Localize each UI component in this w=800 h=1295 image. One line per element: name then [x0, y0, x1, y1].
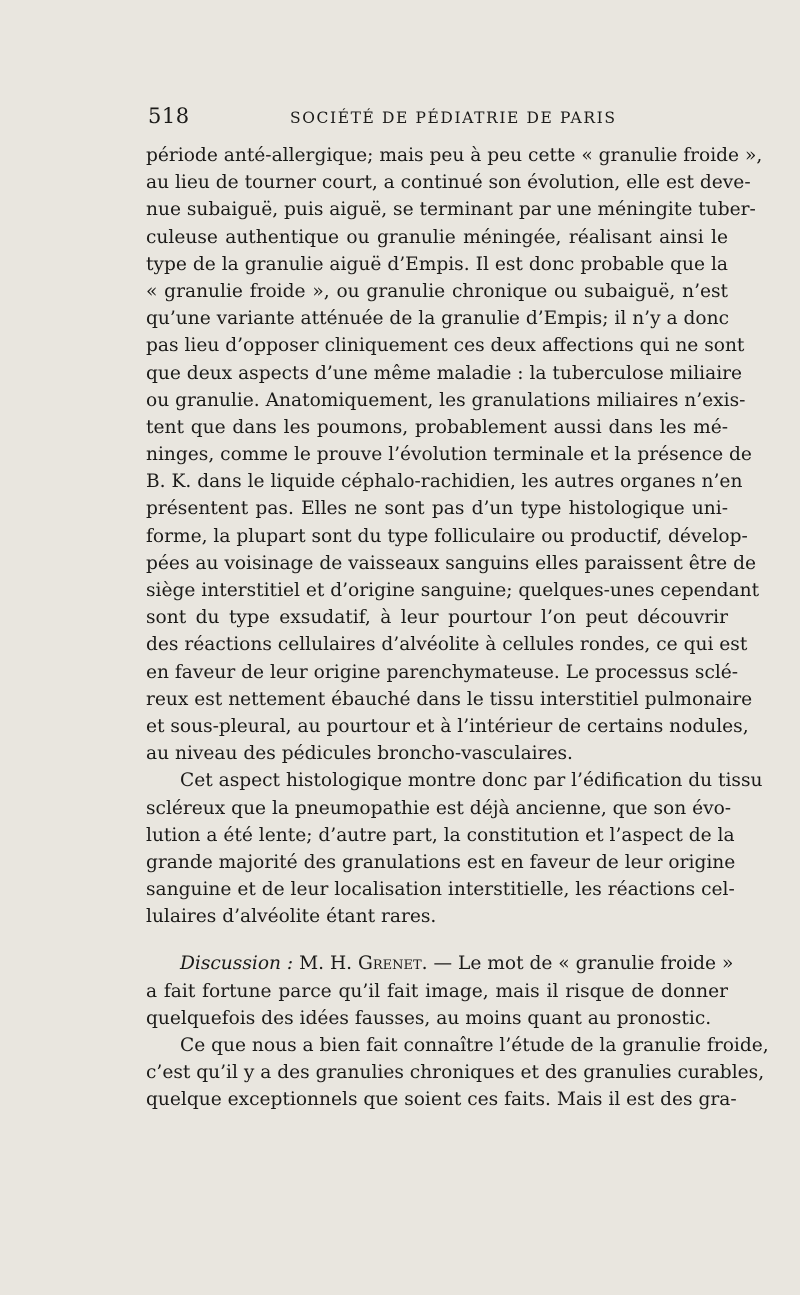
text-line: pas lieu d’opposer cliniquement ces deux affections qui ne sont — [146, 335, 745, 357]
text-line: en faveur de leur origine parenchymateuse. Le processus sclé- — [146, 661, 739, 683]
page-header — [148, 104, 728, 132]
text-line: présentent pas. Elles ne sont pas d’un type histologique uni- — [146, 498, 728, 520]
text-line: culeuse authentique ou granulie méningée, réalisant ainsi le — [146, 226, 728, 248]
page-number: 518 — [148, 104, 190, 128]
text-line: siège interstitiel et d’origine sanguine; quelques-unes cependant — [146, 580, 760, 601]
text-line: ou granulie. Anatomiquement, les granulations miliaires n’exis- — [146, 389, 746, 411]
discussion-lines — [146, 978, 728, 1032]
text-line: Ce que nous a bien fait connaître l’étude de la granulie froide, — [180, 1035, 769, 1056]
text-line: ninges, comme le prouve l’évolution terminale et la présence de — [146, 444, 752, 466]
speaker-prefix: M. H. — [299, 953, 353, 975]
text-line: période anté-allergique; mais peu à peu cette « granulie froide », — [146, 145, 763, 166]
discussion-label: Discussion : — [180, 953, 294, 975]
paragraph-4 — [146, 1032, 769, 1114]
text-line: sont du type exsudatif, à leur pourtour l’on peut découvrir — [146, 607, 728, 629]
text-line: Cet aspect histologique montre donc par l’édification du tissu — [180, 770, 763, 792]
text-line: tent que dans les poumons, probablement aussi dans les mé- — [146, 416, 728, 438]
text-line: des réactions cellulaires d’alvéolite à cellules rondes, ce qui est — [146, 634, 748, 656]
text-line: nue subaiguë, puis aiguë, se terminant par une méningite tuber- — [146, 199, 756, 221]
text-line: qu’une variante atténuée de la granulie d’Empis; il n’y a donc — [146, 308, 729, 330]
text-line: lution a été lente; d’autre part, la constitution et l’aspect de la — [146, 824, 735, 846]
text-line: type de la granulie aiguë d’Empis. Il est donc probable que la — [146, 253, 728, 275]
text-line: « granulie froide », ou granulie chronique ou subaiguë, n’est — [146, 280, 728, 302]
text-line: que deux aspects d’une même maladie : la tuberculose miliaire — [146, 362, 743, 384]
text-line: grande majorité des granulations est en faveur de leur origine — [146, 851, 736, 873]
body-text — [146, 142, 769, 1114]
text-line: au lieu de tourner court, a continué son évolution, elle est deve- — [146, 172, 751, 194]
text-line: c’est qu’il y a des granulies chroniques et des granulies curables, — [146, 1062, 765, 1084]
text-line: pées au voisinage de vaisseaux sanguins elles paraissent être de — [146, 552, 756, 574]
running-title: SOCIÉTÉ DE PÉDIATRIE DE PARIS — [290, 109, 617, 127]
text-line: scléreux que la pneumopathie est déjà ancienne, que son évo- — [146, 797, 732, 819]
text-line: reux est nettement ébauché dans le tissu interstitiel pulmonaire — [146, 688, 753, 710]
text-line: lulaires d’alvéolite étant rares. — [146, 906, 437, 928]
paragraph-2 — [146, 767, 763, 930]
speaker-name: Grenet. — [358, 953, 428, 975]
text-line: quelque exceptionnels que soient ces faits. Mais il est des gra- — [146, 1089, 737, 1111]
text-line: B. K. dans le liquide céphalo-rachidien, les autres organes n’en — [146, 471, 743, 493]
paragraph-gap — [146, 930, 728, 950]
paragraph-1 — [146, 142, 763, 767]
text-line: sanguine et de leur localisation interstitielle, les réactions cel- — [146, 879, 735, 901]
text-line: forme, la plupart sont du type folliculaire ou productif, dévelop- — [146, 525, 748, 547]
text-line: et sous-pleural, au pourtour et à l’intérieur de certains nodules, — [146, 715, 749, 737]
paragraph-discussion — [146, 950, 734, 1032]
text-line: a fait fortune parce qu’il fait image, mais il risque de donner — [146, 980, 728, 1002]
discussion-first-line-rest: — Le mot de « granulie froide » — [433, 953, 734, 975]
text-line: quelquefois des idées fausses, au moins quant au pronostic. — [146, 1007, 712, 1029]
text-line: au niveau des pédicules broncho-vasculaires. — [146, 743, 573, 765]
discussion-first-line — [146, 950, 734, 977]
